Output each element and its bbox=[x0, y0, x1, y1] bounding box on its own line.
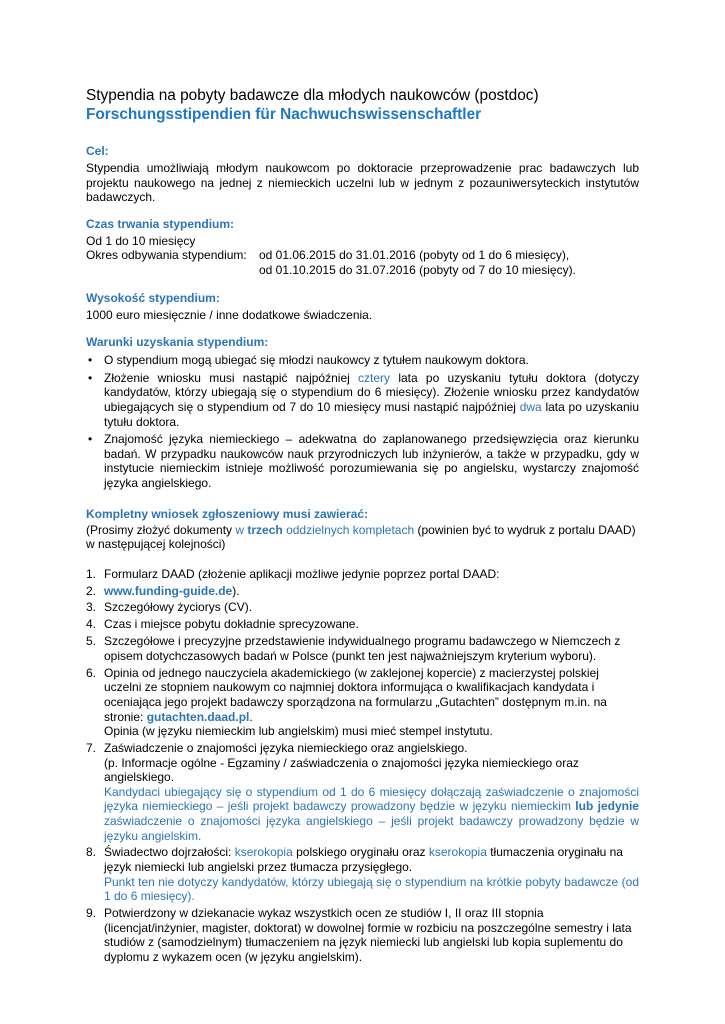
warunki-item-3: • Znajomość języka niemieckiego – adekwatna do zaplanowanego przedsięwzięcia oraz kierunku badań. W przypadku naukowców nauk przyrodniczych lub inżynierów, a także w przypadku, gdy w instytucie niemieckim istnieje możliwość porozumiewania się po angielsku, wystarczy znajomość języka angielskiego. bbox=[86, 432, 639, 490]
title-polish: Stypendia na pobyty badawcze dla młodych naukowców (postdoc) bbox=[86, 87, 539, 104]
item-7-note: Kandydaci ubiegający się o stypendium od 1 do 6 miesięcy dołączają zaświadczenie o znajomości języka niemieckiego – jeśli projekt badawczy prowadzony będzie w języku niemieckim lub jedynie zaświadczenie o znajomości języka angielskiego – jeśli projekt badawczy prowadzony będzie w języku angielskim. bbox=[104, 784, 639, 843]
wysokosc-text: 1000 euro miesięcznie / inne dodatkowe świadczenia. bbox=[86, 307, 373, 322]
warunki-item-2: • Złożenie wniosku musi nastąpić najpóźniej cztery lata po uzyskaniu tytułu doktora (dotyczy kandydatów, którzy ubiegają się o stypendium do 6 miesięcy). Złożenie wniosku przez kandydatów ubiegających się o stypendium od 7 do 10 miesięcy musi nastąpić najpóźniej dwa lata po uzyskaniu tytułu doktora. bbox=[86, 371, 639, 429]
period-row-2 bbox=[86, 263, 639, 278]
period-1: od 01.06.2015 do 31.01.2016 (pobyty od 1 do 6 miesięcy), bbox=[259, 248, 570, 263]
heading-warunki: Warunki uzyskania stypendium: bbox=[86, 335, 269, 350]
warunki-item-1: • O stypendium mogą ubiegać się młodzi naukowcy z tytułem naukowym doktora. bbox=[86, 353, 639, 368]
title-german: Forschungsstipendien für Nachwuchswissenschaftler bbox=[86, 106, 482, 123]
highlight-dwa: dwa bbox=[519, 399, 542, 414]
heading-czas: Czas trwania stypendium: bbox=[86, 216, 235, 231]
wniosek-item-6: 6. Opinia od jednego nauczyciela akademickiego (w zaklejonej kopercie) z macierzystej polskiej uczelni ze stopniem naukowym co najmniej doktora informująca o kwalifikacjach kandydata i oceniająca jego projekt badawczy sporządzona na formularzu „Gutachten” dostępnym m.in. na stronie: gutachten.daad.pl. Opinia (w języku niemieckim lub angielskim) musi mieć stempel instytutu. bbox=[86, 665, 607, 739]
cel-text: Stypendia umożliwiają młodym naukowcom po doktoracie przeprowadzenie prac badawczych lub projektu naukowego na jednej z niemieckich uczelni lub w jednym z pozauniwersyteckich instytutów badawczych. bbox=[86, 161, 639, 205]
wniosek-list bbox=[86, 567, 639, 965]
period-label: Okres odbywania stypendium: bbox=[86, 248, 247, 263]
highlight-cztery: cztery bbox=[358, 370, 391, 385]
period-row bbox=[86, 248, 639, 263]
wniosek-item-4: 4. Czas i miejsce pobytu dokładnie sprecyzowane. bbox=[86, 617, 359, 632]
duration-text: Od 1 do 10 miesięcy bbox=[86, 233, 196, 248]
heading-wniosek: Kompletny wniosek zgłoszeniowy musi zawierać: bbox=[86, 506, 369, 521]
wniosek-item-5: 5. Szczegółowe i precyzyjne przedstawienie indywidualnego programu badawczego w Niemczech z opisem dotychczasowych badań w Polsce (punkt ten jest najważniejszym kryterium wyboru). bbox=[86, 634, 621, 663]
wniosek-intro: (Prosimy złożyć dokumenty w trzech oddzielnych kompletach (powinien być to wydruk z portalu DAAD) w następującej kolejności) bbox=[86, 522, 636, 552]
period-2: od 01.10.2015 do 31.07.2016 (pobyty od 7 do 10 miesięcy). bbox=[259, 262, 576, 277]
funding-guide-link[interactable]: www.funding-guide.de bbox=[104, 583, 233, 598]
wniosek-item-2: 2. www.funding-guide.de). bbox=[86, 583, 240, 598]
wniosek-item-8: 8. Świadectwo dojrzałości: kserokopia polskiego oryginału oraz kserokopia tłumaczenia oryginału na język niemiecki lub angielski przez tłumacza przysięgłego. Punkt ten nie dotyczy kandydatów, którzy ubiegają się o stypendium na krótkie pobyty badawcze (od 1 do 6 miesięcy). bbox=[86, 845, 639, 904]
wniosek-item-1: 1. Formularz DAAD (złożenie aplikacji możliwe jedynie poprzez portal DAAD: bbox=[86, 566, 500, 581]
wniosek-item-9: 9. Potwierdzony w dziekanacie wykaz wszystkich ocen ze studiów I, II oraz III stopnia (licencjat/inżynier, magister, doktorat) w dowolnej formie w rozbiciu na poszczególne semestry i lata studiów z (samodzielnym) tłumaczeniem na język niemiecki lub angielski lub kopia suplementu do dyplomu z wykazem ocen (w języku angielskim). bbox=[86, 906, 632, 964]
heading-cel: Cel: bbox=[86, 144, 109, 158]
gutachten-link[interactable]: gutachten.daad.pl bbox=[146, 709, 250, 724]
heading-wysokosc: Wysokość stypendium: bbox=[86, 290, 220, 305]
warunki-list bbox=[86, 353, 639, 490]
wniosek-item-3: 3. Szczegółowy życiorys (CV). bbox=[86, 600, 253, 615]
wniosek-item-7: 7. Zaświadczenie o znajomości języka niemieckiego oraz angielskiego. (p. Informacje ogólne - Egzaminy / zaświadczenia o znajomości języka niemieckiego oraz angielskiego. Kandydaci ubiegający się o stypendium od 1 do 6 miesięcy dołączają zaświadczenie o znajomości języka niemieckiego – jeśli projekt badawczy prowadzony będzie w języku niemieckim lub jedynie zaświadczenie o znajomości języka angielskiego – jeśli projekt badawczy prowadzony będzie w języku angielskim. bbox=[86, 741, 639, 843]
document-page bbox=[86, 86, 639, 967]
item-8-note: Punkt ten nie dotyczy kandydatów, którzy ubiegają się o stypendium na krótkie pobyty badawcze (od 1 do 6 miesięcy). bbox=[104, 874, 639, 904]
